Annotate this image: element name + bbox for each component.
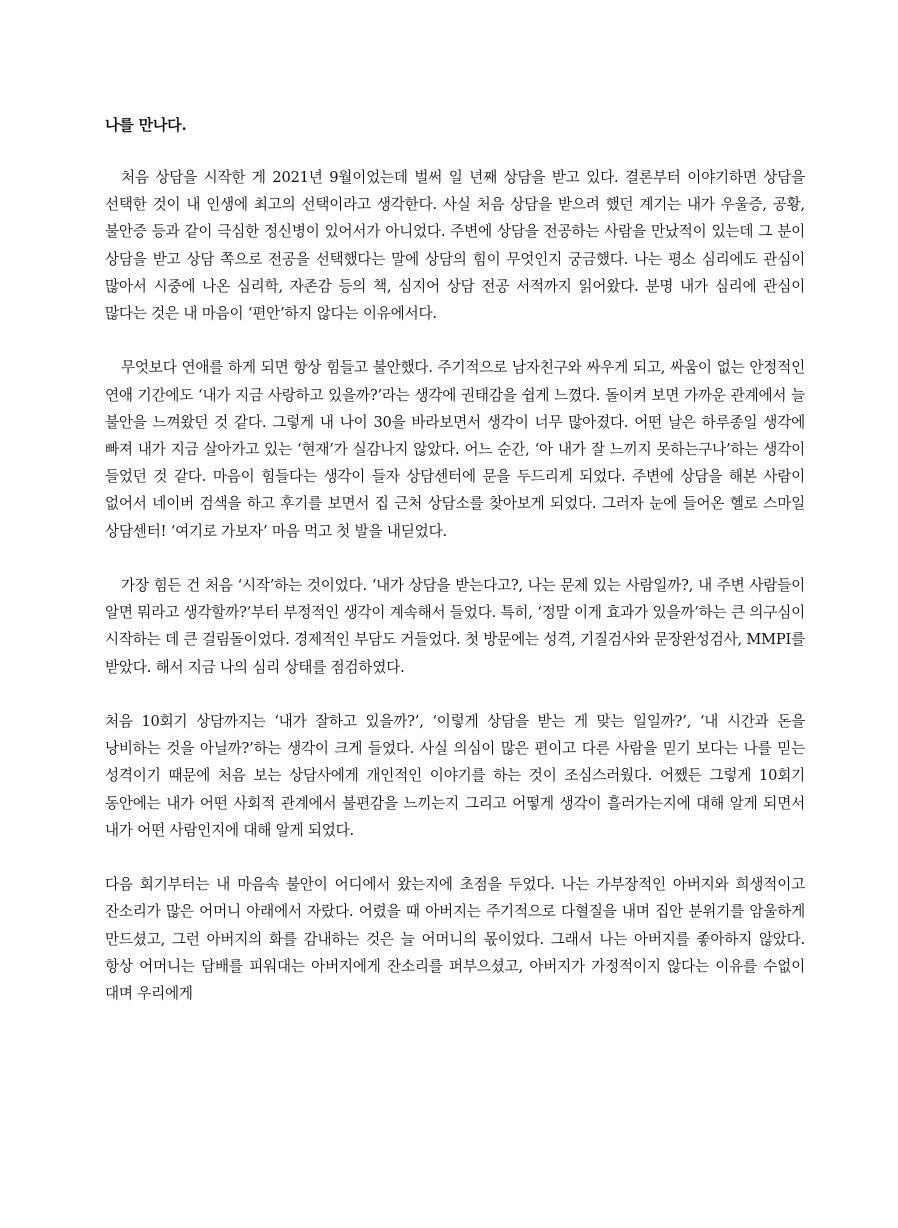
paragraph-2: 무엇보다 연애를 하게 되면 항상 힘들고 불안했다. 주기적으로 남자친구와 싸우게 되고, 싸움이 없는 안정적인 연애 기간에도 ‘내가 지금 사랑하고 있을까?’라는 생각에 권태감을 쉽게 느꼈다. 돌이켜 보면 가까운 관계에서 늘 불안을 느껴왔던 것 같다. 그렇게 내 나이 30을 바라보면서 생각이 너무 많아졌다. 어떤 날은 하루종일 생각에 빠져 내가 지금 살아가고 있는 ‘현재’가 실감나지 않았다. 어느 순간, ‘아 내가 잘 느끼지 못하는구나’하는 생각이 들었던 것 같다. 마음이 힘들다는 생각이 들자 상담센터에 문을 두드리게 되었다. 주변에 상담을 해본 사람이 없어서 네이버 검색을 하고 후기를 보면서 집 근처 상담소를 찾아보게 되었다. 그러자 눈에 들어온 헬로 스마일 상담센터! ‘여기로 가보자’ 마음 먹고 첫 발을 내딛었다.: [105, 359, 805, 540]
paragraph-3: 가장 힘든 건 처음 ‘시작’하는 것이었다. ‘내가 상담을 받는다고?, 나는 문제 있는 사람일까?, 내 주변 사람들이 알면 뭐라고 생각할까?’부터 부정적인 생각이 계속해서 들었다. 특히, ‘정말 이게 효과가 있을까’하는 큰 의구심이 시작하는 데 큰 걸림돌이었다. 경제적인 부담도 거들었다. 첫 방문에는 성격, 기질검사와 문장완성검사, MMPI를 받았다. 해서 지금 나의 심리 상태를 점검하였다.: [105, 577, 805, 676]
document-body: [105, 112, 805, 1034]
paragraph-4: 처음 10회기 상담까지는 ‘내가 잘하고 있을까?’, ‘이렇게 상담을 받는 게 맞는 일일까?’, ‘내 시간과 돈을 낭비하는 것을 아닐까?’하는 생각이 크게 들었다. 사실 의심이 많은 편이고 다른 사람을 믿기 보다는 나를 믿는 성격이기 때문에 처음 보는 상담사에게 개인적인 이야기를 하는 것이 조심스러웠다. 어쨌든 그렇게 10회기 동안에는 내가 어떤 사회적 관계에서 불편감을 느끼는지 그리고 어떻게 생각이 흘러가는지에 대해 알게 되면서 내가 어떤 사람인지에 대해 알게 되었다.: [105, 713, 805, 839]
document-title: 나를 만나다.: [105, 116, 187, 134]
paragraph-1: 처음 상담을 시작한 게 2021년 9월이었는데 벌써 일 년째 상담을 받고 있다. 결론부터 이야기하면 상담을 선택한 것이 내 인생에 최고의 선택이라고 생각한다. 사실 처음 상담을 받으려 했던 계기는 내가 우울증, 공황, 불안증 등과 같이 극심한 정신병이 있어서가 아니었다. 주변에 상담을 전공하는 사람을 만났적이 있는데 그 분이 상담을 받고 상담 쪽으로 전공을 선택했다는 말에 상담의 힘이 무엇인지 궁금했다. 나는 평소 심리에도 관심이 많아서 시중에 나온 심리학, 자존감 등의 책, 심지어 상담 전공 서적까지 읽어왔다. 분명 내가 심리에 관심이 많다는 것은 내 마음이 ‘편안’하지 않다는 이유에서다.: [105, 169, 805, 323]
paragraph-5: 다음 회기부터는 내 마음속 불안이 어디에서 왔는지에 초점을 두었다. 나는 가부장적인 아버지와 희생적이고 잔소리가 많은 어머니 아래에서 자랐다. 어렸을 때 아버지는 주기적으로 다혈질을 내며 집안 분위기를 암울하게 만드셨고, 그런 아버지의 화를 감내하는 것은 늘 어머니의 몫이었다. 그래서 나는 아버지를 좋아하지 않았다. 항상 어머니는 담배를 피워대는 아버지에게 잔소리를 퍼부으셨고, 아버지가 가정적이지 않다는 이유를 수없이 대며 우리에게: [105, 876, 805, 1003]
